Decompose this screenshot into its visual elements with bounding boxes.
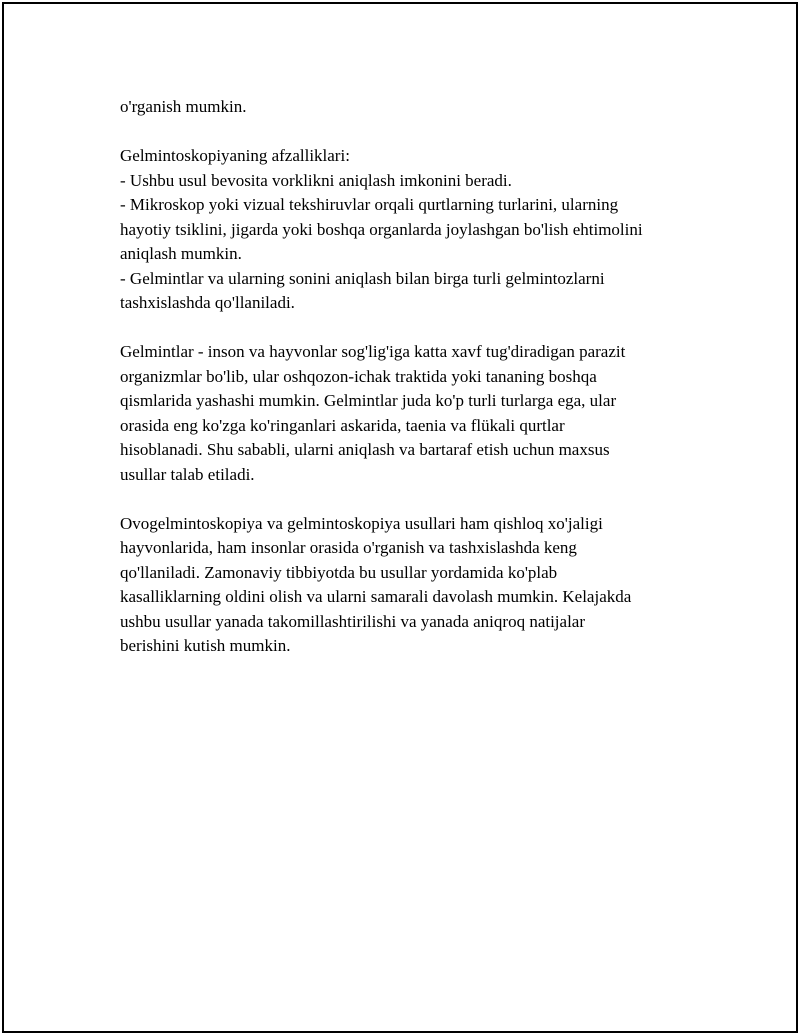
text-line: qo'llaniladi. Zamonaviy tibbiyotda bu usullar yordamida ko'plab (120, 562, 558, 582)
text-line: Gelmintlar - inson va hayvonlar sog'lig'iga katta xavf tug'diradigan parazit (120, 342, 626, 361)
text-line: tashxislashda qo'llaniladi. (120, 293, 295, 312)
text-line: o'rganish mumkin. (120, 97, 247, 116)
paragraph-conclusion (120, 512, 720, 659)
text-line: - Ushbu usul bevosita vorklikni aniqlash imkonini beradi. (120, 170, 512, 190)
text-line: ushbu usullar yanada takomillashtirilishi va yanada aniqroq natijalar (120, 611, 586, 631)
text-line: hisoblanadi. Shu sababli, ularni aniqlash va bartaraf etish uchun maxsus (120, 440, 610, 459)
text-line: hayotiy tsiklini, jigarda yoki boshqa organlarda joylashgan bo'lish ehtimolini (120, 219, 643, 239)
text-line: kasalliklarning oldini olish va ularni samarali davolash mumkin. Kelajakda (120, 587, 632, 606)
text-line: berishini kutish mumkin. (120, 636, 291, 655)
text-line: organizmlar bo'lib, ular oshqozon-ichak traktida yoki tananing boshqa (120, 366, 597, 386)
text-line: hayvonlarida, ham insonlar orasida o'rganish va tashxislashda keng (120, 538, 577, 557)
advantages-heading: Gelmintoskopiyaning afzalliklari: (120, 146, 350, 165)
text-line: qismlarida yashashi mumkin. Gelmintlar juda ko'p turli turlarga ega, ular (120, 391, 617, 410)
text-line: aniqlash mumkin. (120, 244, 242, 263)
text-line: - Gelmintlar va ularning sonini aniqlash bilan birga turli gelmintozlarni (120, 268, 605, 288)
document-body (120, 95, 720, 683)
text-line: orasida eng ko'zga ko'ringanlari askarida, taenia va flükali qurtlar (120, 415, 565, 435)
paragraph-advantages (120, 144, 720, 316)
text-line: - Mikroskop yoki vizual tekshiruvlar orqali qurtlarning turlarini, ularning (120, 195, 619, 214)
text-line: usullar talab etiladi. (120, 464, 255, 484)
paragraph-continuation (120, 95, 720, 120)
document-page (2, 2, 798, 1033)
paragraph-helminths (120, 340, 720, 487)
text-line: Ovogelmintoskopiya va gelmintoskopiya usullari ham qishloq xo'jaligi (120, 513, 603, 533)
